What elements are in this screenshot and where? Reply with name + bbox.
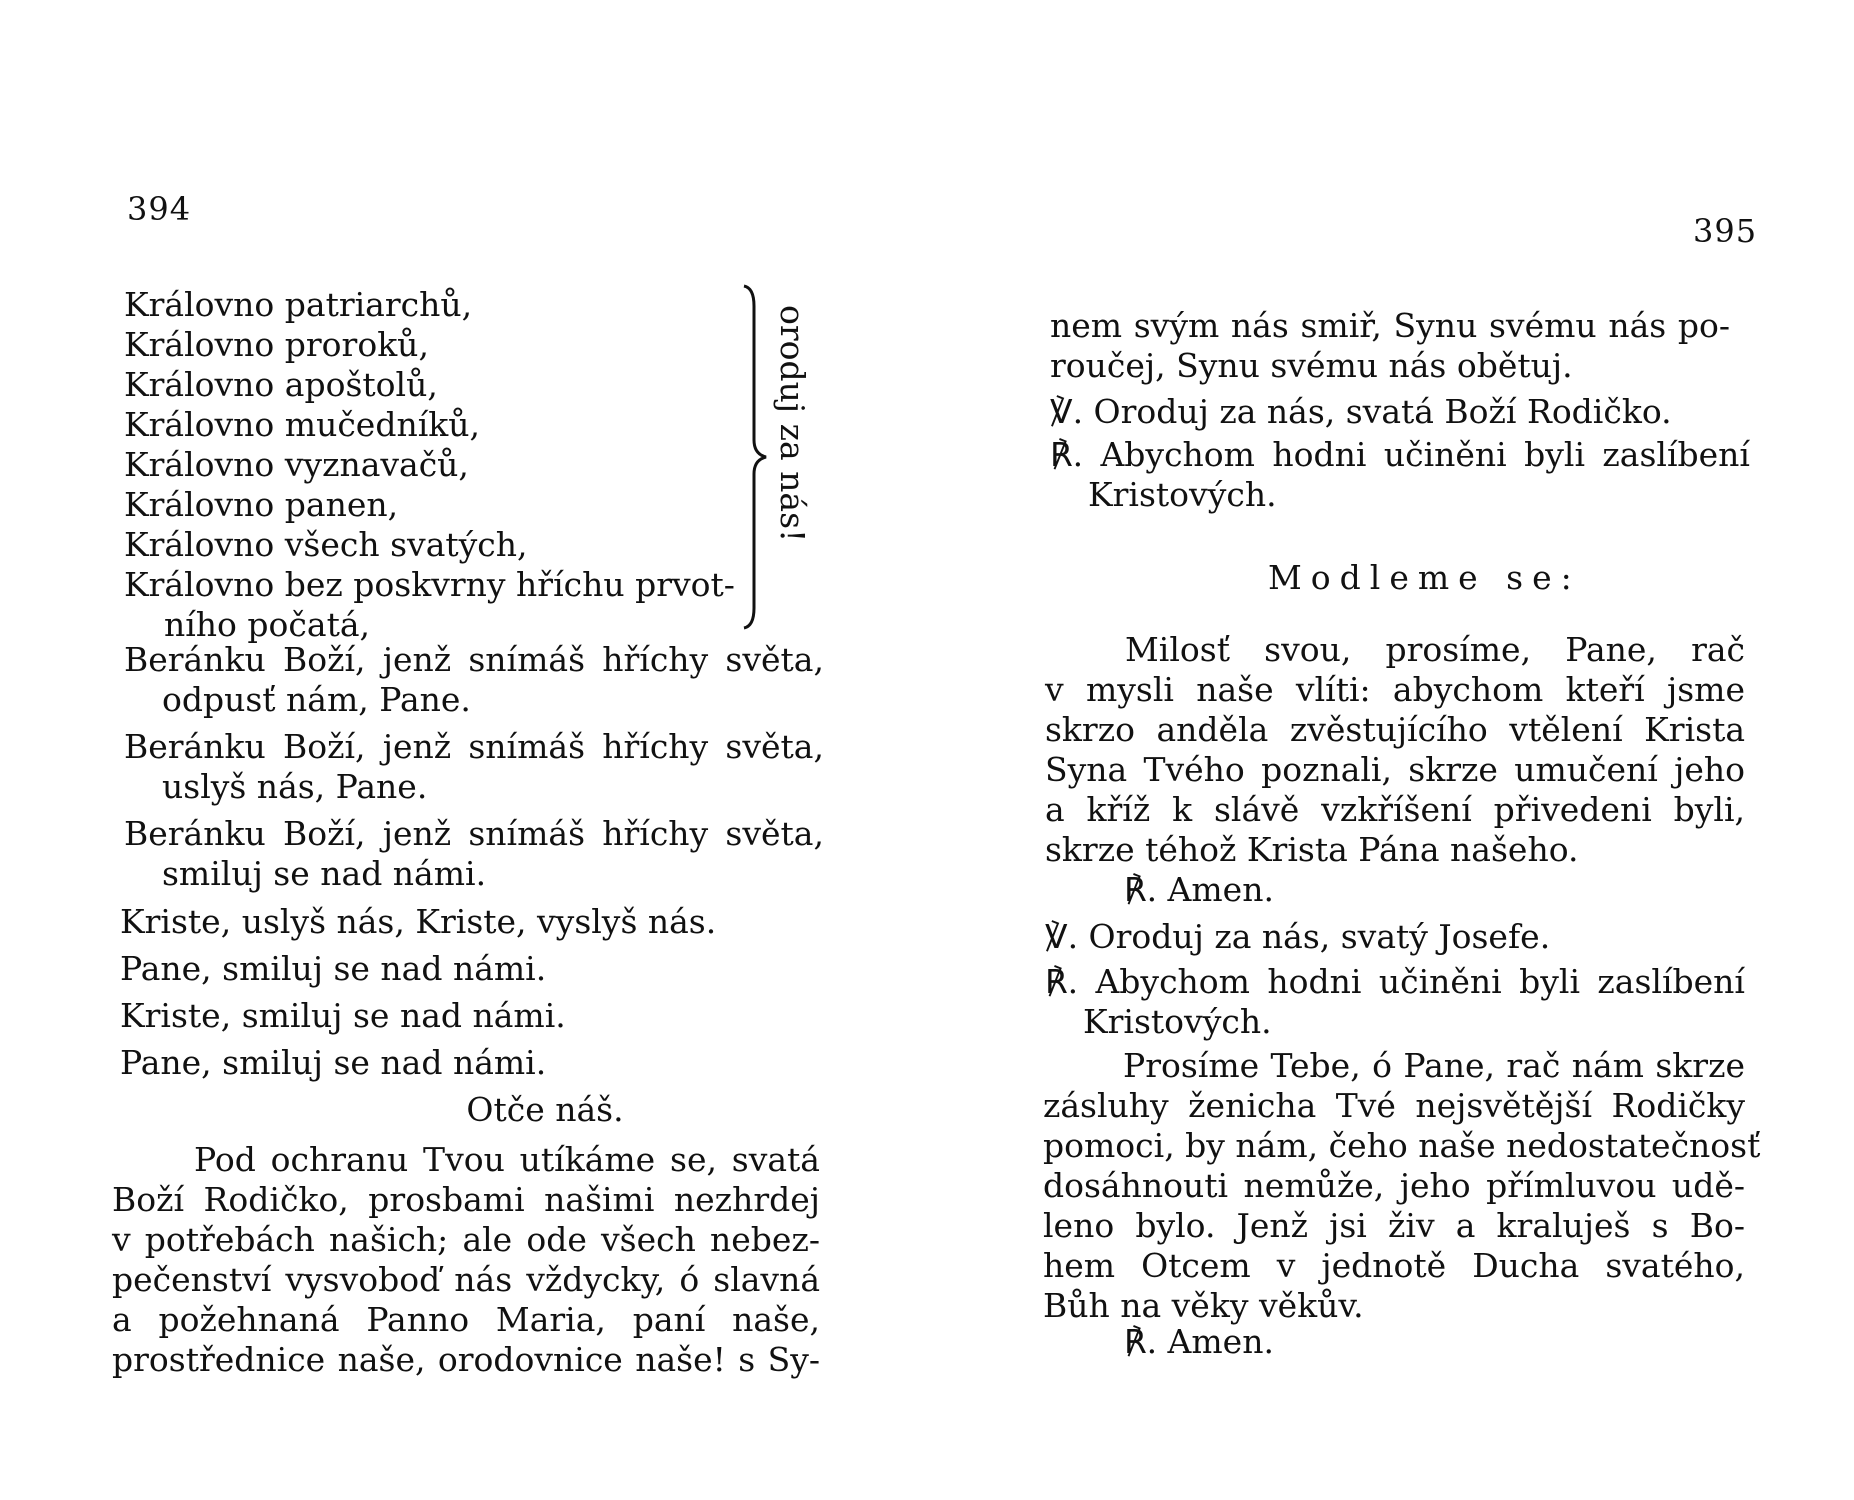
prayer-line: a požehnaná Panno Maria, paní naše, [112, 1300, 820, 1339]
prayer-line: dosáhnouti nemůže, jeho přímluvou udě- [1043, 1166, 1745, 1205]
litany-line: Královno mučedníků, [124, 405, 481, 444]
lamb-line-3 [124, 814, 824, 854]
modleme-heading: Modleme se: [1268, 558, 1581, 597]
lamb-line-1 [124, 640, 824, 680]
amen-2: ℟. Amen. [1124, 1322, 1274, 1361]
lamb-line-1-cont: odpusť nám, Pane. [162, 680, 471, 719]
word: světa, [725, 727, 824, 766]
word: jenž [382, 727, 452, 766]
amen-1: ℟. Amen. [1124, 870, 1274, 909]
prayer-line: Syna Tvého poznali, skrze umučení jeho [1045, 750, 1745, 789]
litany-line: Královno patriarchů, [124, 285, 473, 324]
prayer-line: pečenství vysvoboď nás vždycky, ó slavná [112, 1260, 820, 1299]
continuation [1050, 306, 1730, 386]
page-number-right: 395 [1693, 212, 1758, 250]
pod-ochranu-prayer [112, 1140, 820, 1380]
prayer-line: Pod ochranu Tvou utíkáme se, svatá [194, 1140, 820, 1179]
prayer-line: zásluhy ženicha Tvé nejsvětější Rodičky [1043, 1086, 1745, 1125]
otce-nas-heading: Otče náš. [466, 1090, 624, 1129]
litany-line: Královno vyznavačů, [124, 445, 469, 484]
word: Beránku [124, 814, 266, 853]
litany-line: Královno panen, [124, 485, 399, 524]
litany-line: Královno všech svatých, [124, 525, 528, 564]
word: hříchy [602, 727, 709, 766]
litany-response-text: oroduj za nás! [773, 305, 812, 543]
closing-line: Kriste, uslyš nás, Kriste, vyslyš nás. [120, 902, 717, 941]
prayer-line: leno bylo. Jenž jsi živ a kraluješ s Bo- [1043, 1206, 1745, 1245]
prayer-line: prostřednice naše, orodovnice naše! s Sy- [112, 1340, 820, 1379]
prayer-line: Bůh na věky věkův. [1043, 1286, 1364, 1325]
versicle-1: ℣. Oroduj za nás, svatá Boží Rodičko. [1050, 392, 1672, 431]
word: jenž [382, 814, 452, 853]
litany-response [772, 305, 852, 605]
lamb-line-2 [124, 727, 824, 767]
word: Boží, [282, 727, 366, 766]
litany-line: Královno proroků, [124, 325, 429, 364]
word: Boží, [282, 814, 366, 853]
litany-line: Královno bez poskvrny hříchu prvot- [124, 565, 735, 604]
word: Boží, [282, 640, 366, 679]
prayer-1 [1045, 630, 1745, 870]
prayer-line: hem Otcem v jednotě Ducha svatého, [1043, 1246, 1745, 1285]
prayer-line: Prosíme Tebe, ó Pane, rač nám skrze [1123, 1046, 1745, 1085]
queen-litany [124, 285, 735, 645]
litany-line: ního počatá, [164, 605, 370, 644]
word: snímáš [468, 814, 586, 853]
word: hříchy [602, 814, 709, 853]
prayer-line: pomoci, by nám, čeho naše nedostatečnosť [1043, 1126, 1761, 1165]
closing-line: Kriste, smiluj se nad námi. [120, 996, 566, 1035]
word: světa, [725, 640, 824, 679]
word: Beránku [124, 727, 266, 766]
prayer-line: a kříž k slávě vzkříšení přivedeni byli, [1045, 790, 1745, 829]
versicle-2: ℣. Oroduj za nás, svatý Josefe. [1045, 917, 1551, 956]
continuation-line: nem svým nás smiř, Synu svému nás po- [1050, 306, 1730, 345]
prayer-line: skrze téhož Krista Pána našeho. [1045, 830, 1579, 869]
continuation-line: roučej, Synu svému nás obětuj. [1050, 346, 1573, 385]
closing-line: Pane, smiluj se nad námi. [120, 1043, 547, 1082]
prayer-line: Milosť svou, prosíme, Pane, rač [1125, 630, 1745, 669]
word: Beránku [124, 640, 266, 679]
word: snímáš [468, 727, 586, 766]
word: světa, [725, 814, 824, 853]
response-1: ℟. Abychom hodni učiněni byli zaslíbení [1050, 435, 1750, 474]
closing-line: Pane, smiluj se nad námi. [120, 949, 547, 988]
lamb-line-2-cont: uslyš nás, Pane. [162, 767, 428, 806]
word: jenž [382, 640, 452, 679]
lamb-line-3-cont: smiluj se nad námi. [162, 854, 487, 893]
prayer-line: Boží Rodičko, prosbami našimi nezhrdej [112, 1180, 820, 1219]
response-2-cont: Kristových. [1083, 1002, 1272, 1041]
response-1-cont: Kristových. [1088, 475, 1277, 514]
prayer-line: v potřebách našich; ale ode všech nebez- [112, 1220, 820, 1259]
prayer-line: v mysli naše vlíti: abychom kteří jsme [1045, 670, 1745, 709]
prayer-line: skrzo anděla zvěstujícího vtělení Krista [1045, 710, 1745, 749]
prayer-2 [1043, 1046, 1761, 1326]
word: hříchy [602, 640, 709, 679]
word: snímáš [468, 640, 586, 679]
litany-line: Královno apoštolů, [124, 365, 438, 404]
response-2: ℟. Abychom hodni učiněni byli zaslíbení [1045, 962, 1745, 1001]
page-number-left: 394 [127, 190, 192, 228]
